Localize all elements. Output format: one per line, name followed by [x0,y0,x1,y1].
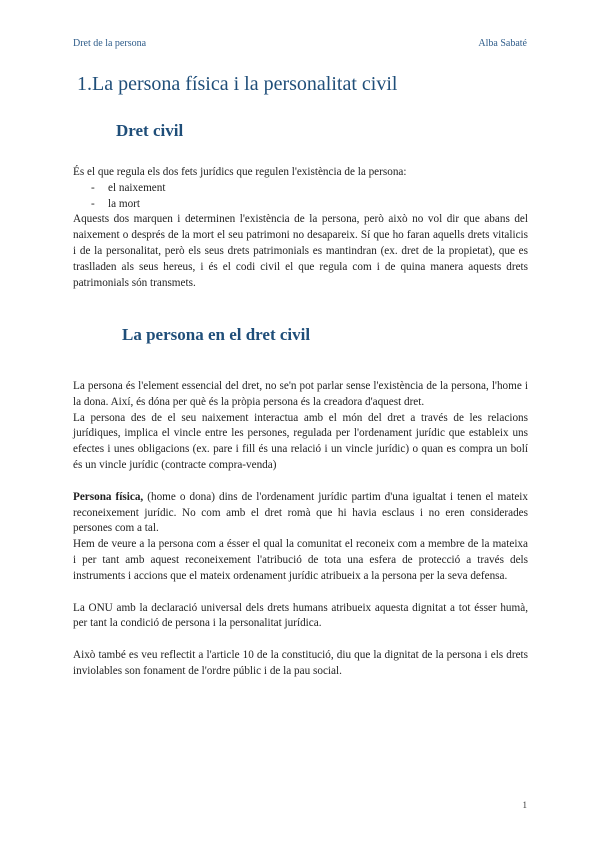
page-number: 1 [522,800,527,810]
paragraph: La persona des de el seu naixement interactua amb el món del dret a través de les relacions jurídiques, implica el vincle entre les persones, regulada per l'ordenament jurídic que estableix uns efectes i unes obligacions (ex. pare i fill és una relació i un vincle jurídic) o quan es compra un bolí és un vincle jurídic (contracte compra-venda) [73,411,528,471]
paragraph: Aquests dos marquen i determinen l'existència de la persona, però això no vol dir que abans del naixement o després de la mort el seu patrimoni no desapareix. Sí que ho faran aquells drets vitalicis i de la personalitat, però els seus drets patrimonials es mantindran (ex. dret de la propietat), que es traslladen als seus hereus, i és el codi civil el que regula com i de quina manera aquests drets patrimonials són transmets. [73,213,528,289]
header-document-title: Dret de la persona [73,38,147,49]
list-item: - el naixement [73,181,528,197]
paragraph: La persona és l'element essencial del dret, no se'n pot parlar sense l'existència de la persona, l'home i la dona. Així, és dóna per què és la pròpia persona és la creadora d'aquest dret. [73,380,528,408]
paragraph: Hem de veure a la persona com a ésser el qual la comunitat el reconeix com a membre de la mateixa i per tant amb aquest reconeixement l'atribució de tota una esfera de protecció a través dels instruments i accions que el mateix ordenament jurídic atribueix a la persona per la seva defensa. [73,538,528,582]
bold-term: Persona física, [73,490,144,503]
paragraph-text: (home o dona) dins de l'ordenament jurídic partim d'una igualtat i tenen el mateix reconeixement jurídic. No com amb el dret romà que hi havia esclaus i no eren considerades persones com a tal. [73,490,528,535]
bullet-list [73,181,528,213]
paragraph-persona-fisica [73,490,528,537]
paragraph: La ONU amb la declaració universal dels drets humans atribueix aquesta dignitat a tot ésser humà, per tant la condició de persona i la personalitat jurídica. [73,601,528,630]
section-dret-civil-body [73,165,528,291]
section-heading-persona-dret-civil: La persona en el dret civil [122,325,311,344]
page-title: 1.La persona física i la personalitat civil [77,73,398,95]
header-author: Alba Sabaté [478,38,527,49]
section-persona-body [73,379,528,680]
page-header [73,38,527,49]
section-heading-dret-civil: Dret civil [116,121,184,140]
intro-paragraph: És el que regula els dos fets jurídics que regulen l'existència de la persona: [73,166,407,178]
paragraph: Això també es veu reflectit a l'article 10 de la constitució, diu que la dignitat de la persona i els drets inviolables son fonament de l'ordre públic i de la pau social. [73,649,528,677]
list-item: - la mort [73,197,528,213]
